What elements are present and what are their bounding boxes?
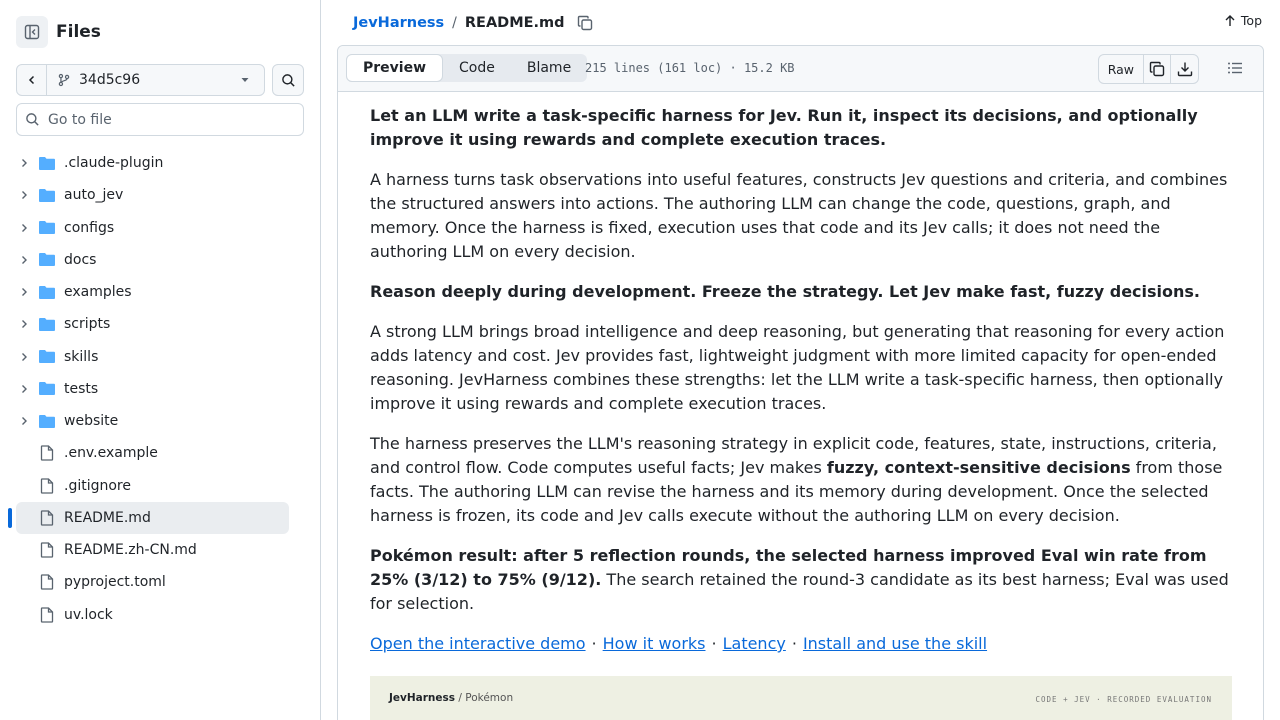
view-mode-tabs [346, 54, 587, 82]
search-files-button[interactable] [272, 64, 304, 96]
copy-icon [1149, 61, 1165, 77]
file-viewer [337, 45, 1264, 720]
p3-bold: fuzzy, context-sensitive decisions [826, 458, 1131, 477]
readme-links [370, 632, 1232, 656]
file-icon [38, 478, 56, 494]
chevron-right-icon [16, 384, 32, 394]
go-to-file-input[interactable] [48, 112, 288, 128]
file-tree [16, 147, 289, 631]
back-button[interactable] [17, 65, 47, 95]
readme-paragraph-1: A harness turns task observations into useful features, constructs Jev questions and criteria, and combines the structured answers into actions. The authoring LLM can change the code, questions, graph, and memory. Once the harness is fixed, execution uses that code and its Jev calls; it does not need the authoring LLM on every decision. [370, 170, 1228, 261]
breadcrumb-separator: / [452, 14, 457, 31]
readme-tagline [370, 280, 1232, 304]
breadcrumb-file: README.md [464, 14, 565, 31]
folder-icon [38, 188, 56, 203]
link-latency[interactable]: Latency [722, 634, 786, 653]
chevron-right-icon [16, 223, 32, 233]
tree-folder[interactable] [16, 212, 289, 244]
link-install-skill[interactable]: Install and use the skill [802, 634, 988, 653]
copy-raw-button[interactable] [1144, 55, 1171, 83]
readme-paragraph-2: A strong LLM brings broad intelligence and deep reasoning, but generating that reasoning for every action adds latency and cost. Jev provides fast, lightweight judgment with more limited capacity for open-ended reasoning. JevHarness combines these strengths: let the LLM write a task-specific harness, then optionally improve it using rewards and complete execution traces. [370, 322, 1225, 413]
tab-blame[interactable]: Blame [526, 60, 572, 76]
top-label: Top [1240, 13, 1262, 28]
folder-name: docs [64, 251, 97, 268]
tree-file[interactable] [16, 599, 289, 631]
file-header [338, 0, 1264, 45]
demo-banner-image [370, 676, 1232, 720]
file-name: pyproject.toml [64, 574, 166, 591]
folder-icon [38, 317, 56, 332]
tagline-bold: Reason deeply during development. Freeze the strategy. Let Jev make fast, fuzzy decisions. [370, 282, 1201, 301]
copy-path-button[interactable] [577, 15, 593, 31]
readme-content [370, 104, 1232, 672]
back-to-top-button[interactable] [1224, 13, 1262, 28]
readme-paragraph-3 [370, 432, 1232, 528]
result-text: The search retained the round-3 candidate as its best harness; Eval was used for selection. [370, 570, 1229, 613]
list-icon [1227, 60, 1243, 76]
banner-title [389, 692, 513, 704]
copy-icon [577, 15, 593, 31]
file-icon [38, 510, 56, 526]
folder-icon [38, 156, 56, 171]
folder-name: website [64, 413, 119, 430]
file-name: .gitignore [64, 477, 131, 494]
readme-intro [370, 104, 1232, 152]
file-name: .env.example [64, 445, 158, 462]
chevron-right-icon [16, 158, 32, 168]
tree-folder[interactable] [16, 341, 289, 373]
tree-file[interactable] [16, 566, 289, 598]
tree-folder[interactable] [16, 373, 289, 405]
folder-icon [38, 381, 56, 396]
tree-file[interactable] [16, 437, 289, 469]
chevron-right-icon [16, 255, 32, 265]
caret-down-icon [240, 75, 250, 85]
file-icon [38, 607, 56, 623]
folder-name: examples [64, 284, 132, 301]
tab-preview[interactable]: Preview [346, 54, 443, 82]
tree-folder[interactable] [16, 244, 289, 276]
folder-name: .claude-plugin [64, 155, 164, 172]
download-icon [1177, 61, 1193, 77]
folder-name: skills [64, 348, 99, 365]
file-icon [38, 445, 56, 461]
file-icon [38, 542, 56, 558]
file-actions [1098, 54, 1199, 84]
file-tree-sidebar [0, 0, 321, 720]
search-icon [281, 73, 296, 88]
readme-result [370, 544, 1232, 616]
folder-icon [38, 220, 56, 235]
folder-icon [38, 349, 56, 364]
link-how-it-works[interactable]: How it works [602, 634, 706, 653]
search-icon [25, 112, 40, 127]
chevron-left-icon [26, 74, 38, 86]
result-bold: Pokémon result: after 5 reflection rounds, the selected harness improved Eval win rate from 25% (3/12) to 75% (9/12). [370, 546, 1207, 589]
folder-name: scripts [64, 316, 111, 333]
folder-name: configs [64, 219, 115, 236]
file-name: README.zh-CN.md [64, 542, 197, 559]
folder-name: tests [64, 380, 99, 397]
p3-text-before: The harness preserves the LLM's reasoning strategy in explicit code, features, state, instructions, criteria, and control flow. Code computes useful facts; Jev makes [370, 434, 1217, 477]
folder-name: auto_jev [64, 187, 124, 204]
link-separator: · [711, 634, 717, 653]
chevron-right-icon [16, 190, 32, 200]
file-icon [38, 574, 56, 590]
tab-code[interactable]: Code [459, 60, 495, 76]
breadcrumb-repo-link[interactable]: JevHarness [353, 14, 445, 31]
go-to-file-field [16, 103, 304, 136]
raw-button[interactable]: Raw [1099, 55, 1144, 83]
file-info: 215 lines (161 loc) · 15.2 KB [585, 61, 795, 75]
tree-folder[interactable] [16, 405, 289, 437]
tree-folder[interactable] [16, 147, 289, 179]
arrow-up-icon [1224, 14, 1236, 27]
sidebar-title: Files [56, 22, 101, 42]
folder-icon [38, 285, 56, 300]
chevron-right-icon [16, 319, 32, 329]
link-separator: · [591, 634, 597, 653]
banner-caption: CODE + JEV · RECORDED EVALUATION [1035, 695, 1212, 704]
file-name: uv.lock [64, 606, 113, 623]
file-toolbar [338, 46, 1263, 92]
tree-file-active[interactable] [16, 502, 289, 534]
p3-text-after: from those facts. The authoring LLM can revise the harness and its memory during development. Once the selected harness is frozen, its code and Jev calls execute without the authoring LLM on every decision. [370, 458, 1223, 525]
banner-sub: / Pokémon [455, 692, 514, 704]
collapse-sidebar-button[interactable] [16, 16, 48, 48]
chevron-right-icon [16, 287, 32, 297]
branch-selector [16, 64, 265, 96]
download-button[interactable] [1171, 55, 1198, 83]
outline-button[interactable] [1227, 60, 1243, 80]
folder-icon [38, 252, 56, 267]
chevron-right-icon [16, 416, 32, 426]
file-name: README.md [64, 509, 151, 526]
intro-bold: Let an LLM write a task-specific harness for Jev. Run it, inspect its decisions, and optionally improve it using rewards and complete execution traces. [370, 106, 1198, 149]
folder-icon [38, 414, 56, 429]
chevron-right-icon [16, 352, 32, 362]
branch-row [16, 64, 304, 96]
tree-folder[interactable] [16, 179, 289, 211]
git-branch-icon [57, 73, 71, 87]
tree-file[interactable] [16, 534, 289, 566]
link-interactive-demo[interactable]: Open the interactive demo [370, 634, 586, 653]
banner-brand: JevHarness [389, 692, 456, 704]
tree-folder[interactable] [16, 276, 289, 308]
sidebar-header [16, 16, 101, 48]
sidebar-collapse-icon [24, 24, 40, 40]
tree-file[interactable] [16, 470, 289, 502]
tree-folder[interactable] [16, 308, 289, 340]
link-separator: · [791, 634, 797, 653]
branch-name: 34d5c96 [79, 72, 141, 88]
branch-dropdown[interactable] [47, 72, 264, 88]
